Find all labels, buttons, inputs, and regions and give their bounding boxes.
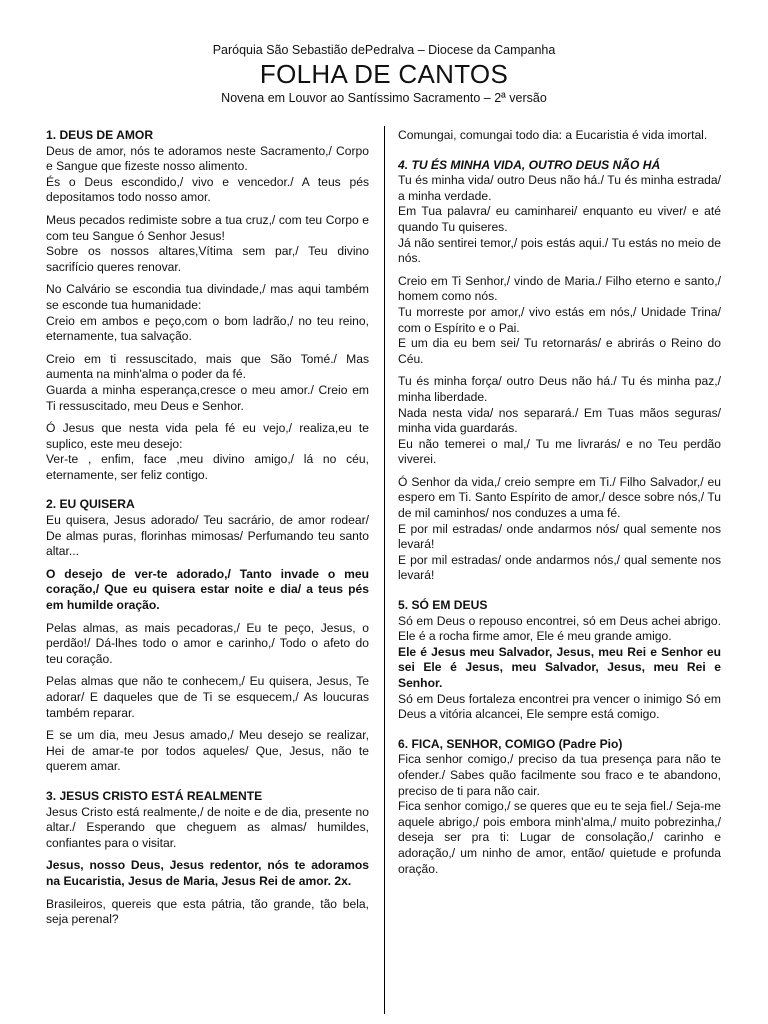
verse-line: E por mil estradas/ onde andarmos nós,/ qual semente nos levará! [398, 552, 721, 583]
verse-line: Ó Senhor da vida,/ creio sempre em Ti./ Filho Salvador,/ eu espero em Ti. Santo Espírito de amor,/ desce sobre nós,/ Tu de mil caminhos/ nos conduzes a uma fé. [398, 474, 721, 521]
verse-line: No Calvário se escondia tua divindade,/ mas aqui também se esconde tua humanidade: [46, 282, 369, 312]
verse-paragraph [46, 144, 369, 206]
verse-line: Creio em Ti Senhor,/ vindo de Maria./ Filho eterno e santo,/ homem como nós. [398, 273, 721, 304]
verse-paragraph [398, 128, 721, 144]
verse-line: Fica senhor comigo,/ preciso da tua presença para não te ofender./ Sabes quão facilmente sou fraco e te abandono, preciso de ti para não cair. [398, 752, 721, 798]
verse-line: Em Tua palavra/ eu caminharei/ enquanto eu viver/ e até quando Tu quiseres. [398, 204, 721, 234]
song-section [398, 128, 721, 144]
verse-paragraph [46, 897, 369, 928]
verse-line: Jesus, nosso Deus, Jesus redentor, nós te adoramos na Eucaristia, Jesus de Maria, Jesus Rei de amor. 2x. [46, 858, 369, 888]
verse-paragraph [398, 475, 721, 584]
verse-line: E um dia eu bem sei/ Tu retornarás/ e abrirás o Reino do Céu. [398, 336, 721, 366]
verse-paragraph [46, 805, 369, 852]
verse-line: Já não sentirei temor,/ pois estás aqui./ Tu estás no meio de nós. [398, 235, 721, 266]
song-section [398, 737, 721, 877]
verse-line: Pelas almas, as mais pecadoras,/ Eu te peço, Jesus, o perdão!/ Dá-lhes todo o amor e carinho,/ Todo o afeto do teu coração. [46, 620, 369, 666]
song-section [46, 789, 369, 928]
verse-line: Fica senhor comigo,/ se queres que eu te seja fiel./ Seja-me aquele abrigo,/ pois embora minh'alma,/ muito pobrezinha,/ deseja ser pra ti: Lugar de consolação,/ carinho e adoração,/ um ninho de amor, então/ quietude e profunda oração. [398, 799, 721, 876]
verse-line: Deus de amor, nós te adoramos neste Sacramento,/ Corpo e Sangue que fizeste nosso alimento. [46, 143, 369, 174]
verse-line: Tu és minha força/ outro Deus não há./ Tu és minha paz,/ minha liberdade. [398, 374, 721, 404]
verse-paragraph [46, 621, 369, 668]
song-section [398, 598, 721, 723]
verse-paragraph [398, 374, 721, 468]
song-heading: 3. JESUS CRISTO ESTÁ REALMENTE [46, 788, 263, 803]
verse-line: Eu quisera, Jesus adorado/ Teu sacrário, de amor rodear/ De almas puras, florinhas mimosas/ Perfumando teu santo altar... [46, 513, 369, 559]
verse-line: Pelas almas que não te conhecem,/ Eu quisera, Jesus, Te adorar/ E daqueles que de Ti se esquecem,/ As loucuras também reparar. [46, 674, 369, 720]
verse-line: Só em Deus fortaleza encontrei pra vencer o inimigo Só em Deus a vitória alcancei, Ele sempre está comigo. [398, 691, 721, 722]
verse-paragraph [46, 513, 369, 560]
parish-line: Paróquia São Sebastião dePedralva – Diocese da Campanha [212, 43, 556, 57]
song-heading: 4. TU ÉS MINHA VIDA, OUTRO DEUS NÃO HÁ [398, 157, 661, 172]
verse-paragraph [46, 352, 369, 414]
left-column [46, 128, 369, 942]
verse-line: Tu morreste por amor,/ vivo estás em nós,/ Unidade Trina/ com o Espírito e o Pai. [398, 304, 721, 335]
verse-line: Sobre os nossos altares,Vítima sem par,/ Teu divino sacrifício queres renovar. [46, 244, 369, 274]
verse-line: Creio em ambos e peço,com o bom ladrão,/ no teu reino, eternamente, tua salvação. [46, 313, 369, 344]
song-section [46, 497, 369, 775]
song-heading: 6. FICA, SENHOR, COMIGO (Padre Pio) [398, 736, 623, 751]
refrain-paragraph [46, 567, 369, 614]
refrain-paragraph [398, 645, 721, 692]
verse-paragraph [46, 728, 369, 775]
verse-paragraph [46, 421, 369, 483]
song-section [46, 128, 369, 483]
document-header [0, 42, 768, 106]
verse-paragraph [398, 752, 721, 877]
song-heading: 2. EU QUISERA [46, 497, 135, 512]
verse-paragraph [398, 614, 721, 645]
song-section [398, 158, 721, 584]
verse-line: Ver-te , enfim, face ,meu divino amigo,/ lá no céu, eternamente, ser feliz contigo. [46, 452, 369, 482]
verse-paragraph [398, 692, 721, 723]
verse-line: E por mil estradas/ onde andarmos nós/ qual semente nos levará! [398, 521, 721, 552]
verse-line: Jesus Cristo está realmente,/ de noite e de dia, presente no altar./ Esperando que cheguem as almas/ humildes, confiantes para o visitar. [46, 804, 369, 850]
song-heading: 5. SÓ EM DEUS [398, 598, 488, 613]
verse-line: Creio em ti ressuscitado, mais que São Tomé./ Mas aumenta na minh'alma o poder da fé. [46, 351, 369, 382]
verse-paragraph [46, 213, 369, 275]
verse-line: Eu não temerei o mal,/ Tu me livrarás/ e no Teu perdão viverei. [398, 436, 721, 467]
verse-line: És o Deus escondido,/ vivo e vencedor./ A teus pés depositamos todo nosso amor. [46, 174, 369, 205]
refrain-paragraph [46, 858, 369, 889]
verse-line: Comungai, comungai todo dia: a Eucaristia é vida imortal. [398, 128, 708, 142]
verse-paragraph [46, 282, 369, 344]
page-subtitle: Novena em Louvor ao Santíssimo Sacramento – 2ª versão [221, 91, 547, 105]
verse-paragraph [398, 173, 721, 267]
page-title: FOLHA DE CANTOS [259, 59, 509, 89]
right-column [398, 128, 721, 891]
verse-line: Meus pecados redimiste sobre a tua cruz,/ com teu Corpo e com teu Sangue ó Senhor Jesus! [46, 212, 369, 243]
column-divider [384, 126, 385, 1014]
verse-line: E se um dia, meu Jesus amado,/ Meu desejo se realizar, Hei de amar-te por todos aqueles/ Que, Jesus, não te querem amar. [46, 728, 369, 774]
verse-line: Ó Jesus que nesta vida pela fé eu vejo,/ realiza,eu te suplico, este meu desejo: [46, 421, 369, 451]
verse-line: Nada nesta vida/ nos separará./ Em Tuas mãos seguras/ minha vida guardarás. [398, 405, 721, 436]
verse-paragraph [46, 674, 369, 721]
verse-paragraph [398, 274, 721, 368]
verse-line: Só em Deus o repouso encontrei, só em Deus achei abrigo. Ele é a rocha firme amor, Ele é meu grande amigo. [398, 613, 721, 644]
verse-line: Guarda a minha esperança,cresce o meu amor./ Creio em Ti ressuscitado, meu Deus e Senhor. [46, 382, 369, 413]
song-heading: 1. DEUS DE AMOR [46, 128, 154, 142]
verse-line: O desejo de ver-te adorado,/ Tanto invade o meu coração,/ Que eu quisera estar noite e dia/ a teus pés em humilde oração. [46, 566, 369, 613]
verse-line: Brasileiros, quereis que esta pátria, tão grande, tão bela, seja perenal? [46, 896, 369, 927]
verse-line: Tu és minha vida/ outro Deus não há./ Tu és minha estrada/ a minha verdade. [398, 173, 721, 203]
verse-line: Ele é Jesus meu Salvador, Jesus, meu Rei e Senhor eu sei Ele é Jesus, meu Salvador, Jesus, meu Rei e Senhor. [398, 644, 721, 690]
